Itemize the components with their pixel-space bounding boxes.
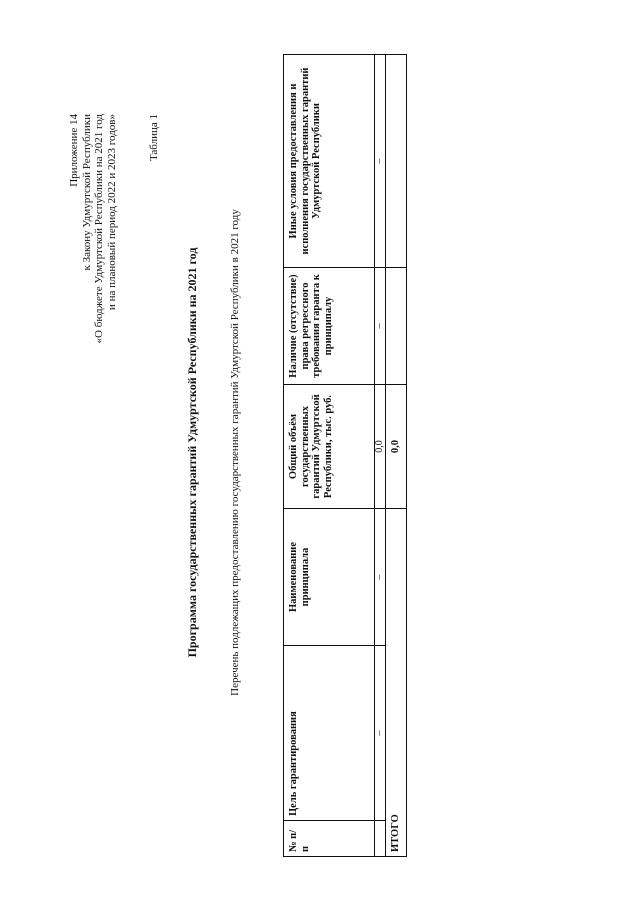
cell-conditions: – — [375, 55, 386, 268]
col-header-num: № п/п — [284, 821, 375, 857]
cell-goal: – — [375, 646, 386, 821]
table-total-row — [386, 55, 407, 857]
table-header-row — [284, 55, 375, 857]
col-header-conditions: Иные условия предоставления и исполнения государственных гарантий Удмуртской Республики — [284, 55, 375, 268]
col-header-goal: Цель гарантирования — [284, 646, 375, 821]
cell-regress: – — [375, 268, 386, 385]
table-label: Таблица 1 — [148, 114, 160, 162]
page-title: Программа государственных гарантий Удмуртской Республики на 2021 год — [185, 247, 199, 658]
page-subtitle: Перечень подлежащих предоставлению государственных гарантий Удмуртской Республики в 2021 году — [229, 209, 241, 696]
total-conditions-empty — [386, 55, 407, 268]
total-regress-empty — [386, 268, 407, 385]
appendix-to-law: к Закону Удмуртской Республики — [80, 114, 93, 271]
law-title-line1: «О бюджете Удмуртской Республики на 2021 год — [93, 114, 105, 344]
cell-num — [375, 821, 386, 857]
appendix-number: Приложение 14 — [68, 114, 80, 187]
col-header-amount: Общий объём государственных гарантий Удмуртской Республики, тыс. руб. — [284, 385, 375, 509]
col-header-principal: Наименование принципала — [284, 509, 375, 646]
appendix-header — [68, 114, 118, 343]
law-title-line2: и на плановый период 2022 и 2023 годов» — [105, 114, 118, 311]
guarantees-table — [283, 54, 407, 857]
total-label: ИТОГО — [386, 509, 407, 857]
cell-amount: 0,0 — [375, 385, 386, 509]
table-row — [375, 55, 386, 857]
cell-principal: – — [375, 509, 386, 646]
total-amount: 0,0 — [386, 385, 407, 509]
col-header-regress: Наличие (отсутствие) права регрессного требования гаранта к принципалу — [284, 268, 375, 385]
